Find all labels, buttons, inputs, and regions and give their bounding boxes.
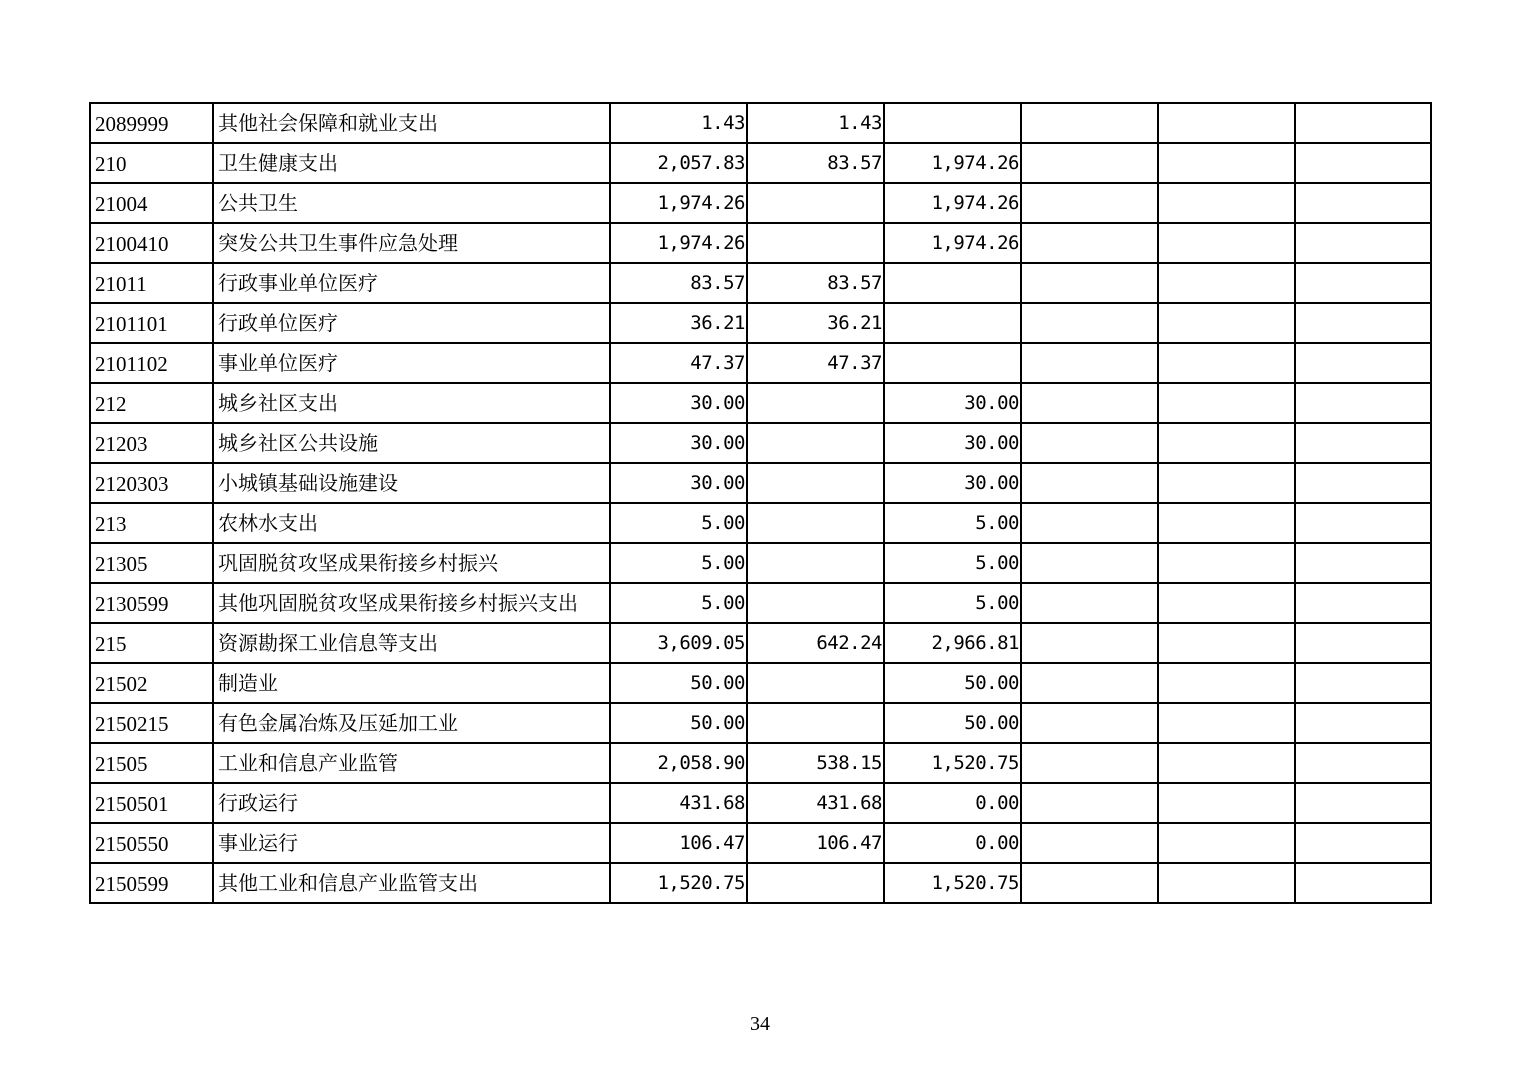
cell-subject-code: 2100410 [90,223,213,263]
cell-project-expenditure: 50.00 [884,703,1021,743]
cell-total: 1.43 [610,103,747,143]
cell-empty [1021,863,1158,903]
cell-empty [1158,343,1295,383]
cell-empty [1295,703,1431,743]
cell-empty [1295,543,1431,583]
cell-empty [1021,383,1158,423]
table-row [90,583,1431,623]
cell-subject-name: 城乡社区支出 [213,383,610,423]
cell-empty [1021,343,1158,383]
table-row [90,143,1431,183]
cell-empty [1295,383,1431,423]
cell-total: 1,520.75 [610,863,747,903]
cell-project-expenditure: 50.00 [884,663,1021,703]
cell-basic-expenditure [747,423,884,463]
cell-subject-name: 行政运行 [213,783,610,823]
cell-empty [1158,143,1295,183]
cell-total: 106.47 [610,823,747,863]
cell-total: 30.00 [610,463,747,503]
cell-empty [1295,223,1431,263]
cell-total: 50.00 [610,663,747,703]
cell-subject-code: 2150599 [90,863,213,903]
table-row [90,823,1431,863]
cell-subject-code: 21004 [90,183,213,223]
cell-empty [1158,103,1295,143]
cell-empty [1158,863,1295,903]
cell-subject-name: 巩固脱贫攻坚成果衔接乡村振兴 [213,543,610,583]
cell-empty [1158,543,1295,583]
expenditure-table [89,102,1432,904]
cell-empty [1158,463,1295,503]
cell-subject-code: 21203 [90,423,213,463]
table-row [90,703,1431,743]
cell-basic-expenditure [747,463,884,503]
cell-empty [1021,103,1158,143]
cell-subject-code: 21502 [90,663,213,703]
cell-total: 3,609.05 [610,623,747,663]
cell-empty [1295,823,1431,863]
table-row [90,223,1431,263]
cell-project-expenditure [884,263,1021,303]
cell-project-expenditure: 1,520.75 [884,863,1021,903]
cell-project-expenditure: 30.00 [884,423,1021,463]
cell-basic-expenditure [747,383,884,423]
cell-empty [1295,743,1431,783]
cell-project-expenditure: 30.00 [884,383,1021,423]
cell-subject-code: 210 [90,143,213,183]
cell-subject-code: 2120303 [90,463,213,503]
cell-basic-expenditure [747,223,884,263]
cell-empty [1021,743,1158,783]
cell-empty [1021,223,1158,263]
cell-empty [1295,263,1431,303]
cell-empty [1158,183,1295,223]
cell-empty [1158,303,1295,343]
cell-subject-code: 21011 [90,263,213,303]
cell-empty [1158,263,1295,303]
cell-basic-expenditure [747,543,884,583]
table-row [90,303,1431,343]
cell-subject-name: 突发公共卫生事件应急处理 [213,223,610,263]
cell-empty [1295,503,1431,543]
cell-basic-expenditure [747,663,884,703]
cell-basic-expenditure: 106.47 [747,823,884,863]
cell-empty [1158,663,1295,703]
cell-basic-expenditure [747,183,884,223]
table-row [90,463,1431,503]
cell-subject-name: 事业单位医疗 [213,343,610,383]
cell-total: 1,974.26 [610,223,747,263]
cell-project-expenditure [884,343,1021,383]
cell-empty [1021,463,1158,503]
cell-project-expenditure [884,303,1021,343]
cell-subject-code: 212 [90,383,213,423]
cell-subject-name: 其他工业和信息产业监管支出 [213,863,610,903]
cell-basic-expenditure: 83.57 [747,143,884,183]
cell-empty [1295,183,1431,223]
cell-empty [1021,623,1158,663]
cell-subject-code: 2089999 [90,103,213,143]
cell-subject-code: 213 [90,503,213,543]
table-row [90,663,1431,703]
cell-subject-name: 卫生健康支出 [213,143,610,183]
table-row [90,383,1431,423]
cell-empty [1158,423,1295,463]
table-row [90,343,1431,383]
cell-empty [1295,623,1431,663]
table-row [90,743,1431,783]
cell-total: 2,058.90 [610,743,747,783]
cell-subject-name: 资源勘探工业信息等支出 [213,623,610,663]
cell-total: 2,057.83 [610,143,747,183]
cell-subject-code: 21305 [90,543,213,583]
cell-total: 1,974.26 [610,183,747,223]
cell-empty [1295,583,1431,623]
cell-basic-expenditure: 431.68 [747,783,884,823]
cell-empty [1021,423,1158,463]
table-row [90,783,1431,823]
table-row [90,183,1431,223]
cell-basic-expenditure [747,703,884,743]
cell-basic-expenditure: 83.57 [747,263,884,303]
cell-subject-name: 制造业 [213,663,610,703]
cell-empty [1158,703,1295,743]
table-row [90,103,1431,143]
cell-project-expenditure: 1,974.26 [884,183,1021,223]
cell-project-expenditure: 5.00 [884,543,1021,583]
cell-subject-name: 其他社会保障和就业支出 [213,103,610,143]
cell-empty [1021,783,1158,823]
cell-empty [1021,663,1158,703]
cell-empty [1295,863,1431,903]
cell-empty [1158,223,1295,263]
table-row [90,503,1431,543]
cell-project-expenditure: 1,974.26 [884,143,1021,183]
cell-project-expenditure: 1,520.75 [884,743,1021,783]
cell-subject-code: 2150550 [90,823,213,863]
table-row [90,623,1431,663]
cell-empty [1295,783,1431,823]
cell-total: 5.00 [610,543,747,583]
cell-subject-name: 行政事业单位医疗 [213,263,610,303]
cell-subject-name: 公共卫生 [213,183,610,223]
cell-empty [1158,583,1295,623]
cell-basic-expenditure: 538.15 [747,743,884,783]
cell-basic-expenditure [747,863,884,903]
cell-subject-code: 2150215 [90,703,213,743]
cell-project-expenditure: 0.00 [884,783,1021,823]
cell-empty [1295,423,1431,463]
cell-empty [1021,543,1158,583]
cell-project-expenditure: 1,974.26 [884,223,1021,263]
cell-subject-name: 行政单位医疗 [213,303,610,343]
cell-empty [1021,503,1158,543]
cell-project-expenditure: 2,966.81 [884,623,1021,663]
cell-empty [1021,143,1158,183]
cell-empty [1295,463,1431,503]
cell-total: 30.00 [610,383,747,423]
table-row [90,423,1431,463]
cell-total: 5.00 [610,503,747,543]
cell-subject-code: 2150501 [90,783,213,823]
cell-basic-expenditure [747,583,884,623]
cell-subject-code: 215 [90,623,213,663]
cell-basic-expenditure: 47.37 [747,343,884,383]
cell-subject-name: 工业和信息产业监管 [213,743,610,783]
cell-total: 431.68 [610,783,747,823]
cell-empty [1158,783,1295,823]
cell-empty [1295,303,1431,343]
cell-empty [1021,703,1158,743]
cell-subject-code: 21505 [90,743,213,783]
cell-project-expenditure: 5.00 [884,503,1021,543]
cell-subject-code: 2101102 [90,343,213,383]
cell-basic-expenditure: 642.24 [747,623,884,663]
cell-total: 36.21 [610,303,747,343]
cell-project-expenditure: 0.00 [884,823,1021,863]
table-row [90,863,1431,903]
cell-total: 5.00 [610,583,747,623]
cell-subject-name: 事业运行 [213,823,610,863]
cell-empty [1021,583,1158,623]
page-number: 34 [750,1013,770,1035]
table-body [90,103,1431,903]
cell-subject-code: 2101101 [90,303,213,343]
cell-empty [1295,143,1431,183]
cell-subject-name: 城乡社区公共设施 [213,423,610,463]
cell-subject-name: 小城镇基础设施建设 [213,463,610,503]
cell-empty [1158,743,1295,783]
cell-project-expenditure: 5.00 [884,583,1021,623]
cell-empty [1158,383,1295,423]
cell-empty [1295,663,1431,703]
cell-empty [1021,263,1158,303]
cell-basic-expenditure [747,503,884,543]
cell-total: 47.37 [610,343,747,383]
cell-total: 83.57 [610,263,747,303]
cell-empty [1158,823,1295,863]
cell-empty [1021,303,1158,343]
table-row [90,543,1431,583]
cell-subject-name: 农林水支出 [213,503,610,543]
cell-basic-expenditure: 1.43 [747,103,884,143]
cell-subject-name: 其他巩固脱贫攻坚成果衔接乡村振兴支出 [213,583,610,623]
table-row [90,263,1431,303]
cell-subject-name: 有色金属冶炼及压延加工业 [213,703,610,743]
cell-empty [1158,503,1295,543]
cell-basic-expenditure: 36.21 [747,303,884,343]
cell-empty [1295,343,1431,383]
cell-total: 30.00 [610,423,747,463]
cell-project-expenditure [884,103,1021,143]
cell-empty [1021,823,1158,863]
cell-project-expenditure: 30.00 [884,463,1021,503]
cell-subject-code: 2130599 [90,583,213,623]
cell-empty [1021,183,1158,223]
cell-empty [1295,103,1431,143]
cell-empty [1158,623,1295,663]
cell-total: 50.00 [610,703,747,743]
